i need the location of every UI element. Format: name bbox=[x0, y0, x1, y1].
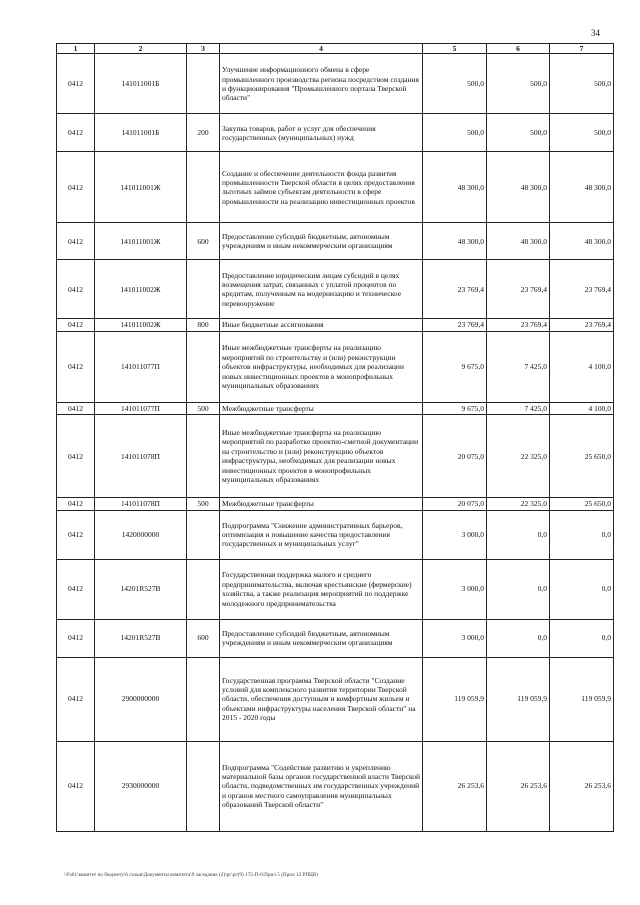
amount-col5: 20 075,0 bbox=[423, 415, 487, 498]
table-row bbox=[57, 498, 614, 510]
amount-col6: 0,0 bbox=[487, 559, 550, 619]
target-article-code: 14201R527B bbox=[95, 559, 187, 619]
amount-col6: 48 300,0 bbox=[487, 223, 550, 260]
table-row bbox=[57, 152, 614, 223]
section-code: 0412 bbox=[57, 152, 95, 223]
expense-type-code: 600 bbox=[187, 223, 220, 260]
column-header: 1 bbox=[57, 44, 95, 54]
table-row bbox=[57, 260, 614, 319]
amount-col5: 500,0 bbox=[423, 54, 487, 114]
amount-col5: 26 253,6 bbox=[423, 741, 487, 831]
amount-col6: 7 425,0 bbox=[487, 402, 550, 414]
table-row bbox=[57, 657, 614, 741]
expense-type-code bbox=[187, 510, 220, 559]
expense-type-code bbox=[187, 152, 220, 223]
amount-col7: 26 253,6 bbox=[550, 741, 614, 831]
target-article-code: 141011001Б bbox=[95, 114, 187, 152]
table-row bbox=[57, 223, 614, 260]
amount-col6: 500,0 bbox=[487, 114, 550, 152]
amount-col5: 3 000,0 bbox=[423, 559, 487, 619]
expense-type-code: 800 bbox=[187, 319, 220, 331]
section-code: 0412 bbox=[57, 260, 95, 319]
item-description: Иные бюджетные ассигнования bbox=[220, 319, 423, 331]
expense-type-code bbox=[187, 260, 220, 319]
amount-col5: 48 300,0 bbox=[423, 223, 487, 260]
target-article-code: 2900000000 bbox=[95, 657, 187, 741]
amount-col7: 23 769,4 bbox=[550, 319, 614, 331]
amount-col6: 7 425,0 bbox=[487, 331, 550, 402]
amount-col7: 48 300,0 bbox=[550, 152, 614, 223]
table-row bbox=[57, 114, 614, 152]
expense-type-code bbox=[187, 559, 220, 619]
target-article-code: 141011002Ж bbox=[95, 260, 187, 319]
column-header: 2 bbox=[95, 44, 187, 54]
target-article-code: 141011077П bbox=[95, 331, 187, 402]
expense-type-code: 600 bbox=[187, 619, 220, 657]
amount-col6: 48 300,0 bbox=[487, 152, 550, 223]
target-article-code: 141011001Б bbox=[95, 54, 187, 114]
amount-col6: 500,0 bbox=[487, 54, 550, 114]
amount-col5: 119 059,9 bbox=[423, 657, 487, 741]
section-code: 0412 bbox=[57, 114, 95, 152]
amount-col5: 9 675,0 bbox=[423, 402, 487, 414]
item-description: Улучшение информационного обмена в сфере промышленного производства региона посредством создания и функционирования "Промышленного портала Тверской области" bbox=[220, 54, 423, 114]
expense-type-code bbox=[187, 54, 220, 114]
section-code: 0412 bbox=[57, 223, 95, 260]
header-row bbox=[57, 44, 614, 54]
section-code: 0412 bbox=[57, 559, 95, 619]
scan-edge-top bbox=[0, 0, 640, 2]
amount-col7: 23 769,4 bbox=[550, 260, 614, 319]
amount-col5: 23 769,4 bbox=[423, 260, 487, 319]
section-code: 0412 bbox=[57, 402, 95, 414]
amount-col6: 0,0 bbox=[487, 619, 550, 657]
item-description: Иные межбюджетные трансферты на реализацию мероприятий по разработке проектно-сметной документации на строительство и (или) реконструкцию объектов инфраструктуры, необходимых для реализации новых инвестиционных проектов в монопрофильных муниципальных образованиях bbox=[220, 415, 423, 498]
amount-col7: 500,0 bbox=[550, 114, 614, 152]
target-article-code: 141011078П bbox=[95, 415, 187, 498]
table-row bbox=[57, 402, 614, 414]
section-code: 0412 bbox=[57, 657, 95, 741]
table-row bbox=[57, 331, 614, 402]
item-description: Подпрограмма "Содействие развитию и укреплению материальной базы органов государственной власти Тверской области, подведомственных им государственных учреждений и органов местного самоуправления муниципальных образований Тверской области" bbox=[220, 741, 423, 831]
target-article-code: 14201R527B bbox=[95, 619, 187, 657]
amount-col6: 119 059,9 bbox=[487, 657, 550, 741]
expense-type-code: 500 bbox=[187, 402, 220, 414]
table-row bbox=[57, 319, 614, 331]
item-description: Межбюджетные трансферты bbox=[220, 498, 423, 510]
expense-type-code bbox=[187, 331, 220, 402]
amount-col6: 23 769,4 bbox=[487, 260, 550, 319]
amount-col7: 25 650,0 bbox=[550, 498, 614, 510]
section-code: 0412 bbox=[57, 741, 95, 831]
target-article-code: 141011001Ж bbox=[95, 223, 187, 260]
amount-col7: 500,0 bbox=[550, 54, 614, 114]
item-description: Закупка товаров, работ и услуг для обеспечения государственных (муниципальных) нужд bbox=[220, 114, 423, 152]
amount-col6: 23 769,4 bbox=[487, 319, 550, 331]
page-number: 34 bbox=[591, 28, 600, 38]
target-article-code: 2930000000 bbox=[95, 741, 187, 831]
section-code: 0412 bbox=[57, 619, 95, 657]
column-header: 7 bbox=[550, 44, 614, 54]
amount-col6: 22 325,0 bbox=[487, 498, 550, 510]
amount-col7: 0,0 bbox=[550, 559, 614, 619]
section-code: 0412 bbox=[57, 319, 95, 331]
table-row bbox=[57, 559, 614, 619]
column-header: 4 bbox=[220, 44, 423, 54]
amount-col5: 3 000,0 bbox=[423, 619, 487, 657]
item-description: Межбюджетные трансферты bbox=[220, 402, 423, 414]
table-row bbox=[57, 54, 614, 114]
item-description: Создание и обеспечение деятельности фонда развития промышленности Тверской области в целях предоставления льготных займов субъектам деятельности в сфере промышленности на реализацию инвестиционных проектов bbox=[220, 152, 423, 223]
item-description: Предоставление юридическим лицам субсидий в целях возмещения затрат, связанных с уплатой процентов по кредитам, полученным на модернизацию и техническое перевооружение bbox=[220, 260, 423, 319]
target-article-code: 1420000000 bbox=[95, 510, 187, 559]
section-code: 0412 bbox=[57, 415, 95, 498]
amount-col6: 26 253,6 bbox=[487, 741, 550, 831]
amount-col7: 4 100,0 bbox=[550, 331, 614, 402]
amount-col5: 500,0 bbox=[423, 114, 487, 152]
target-article-code: 141011078П bbox=[95, 498, 187, 510]
item-description: Государственная программа Тверской области "Создание условий для комплексного развития территории Тверской области, обеспечения доступным и комфортным жильем и объектами инфраструктуры населения Тверской области" на 2015 - 2020 годы bbox=[220, 657, 423, 741]
expense-type-code bbox=[187, 741, 220, 831]
amount-col5: 48 300,0 bbox=[423, 152, 487, 223]
amount-col5: 9 675,0 bbox=[423, 331, 487, 402]
target-article-code: 141011002Ж bbox=[95, 319, 187, 331]
item-description: Государственная поддержка малого и среднего предпринимательства, включая крестьянские (фермерские) хозяйства, а также реализация мероприятий по поддержке молодежного предпринимательства bbox=[220, 559, 423, 619]
amount-col7: 119 059,9 bbox=[550, 657, 614, 741]
table-row bbox=[57, 415, 614, 498]
table-row bbox=[57, 619, 614, 657]
amount-col7: 4 100,0 bbox=[550, 402, 614, 414]
section-code: 0412 bbox=[57, 54, 95, 114]
amount-col6: 22 325,0 bbox=[487, 415, 550, 498]
expense-type-code bbox=[187, 657, 220, 741]
amount-col5: 3 000,0 bbox=[423, 510, 487, 559]
column-header: 3 bbox=[187, 44, 220, 54]
scan-edge-bottom bbox=[330, 900, 640, 902]
table-row bbox=[57, 741, 614, 831]
section-code: 0412 bbox=[57, 498, 95, 510]
amount-col7: 48 300,0 bbox=[550, 223, 614, 260]
amount-col6: 0,0 bbox=[487, 510, 550, 559]
amount-col5: 20 075,0 bbox=[423, 498, 487, 510]
item-description: Предоставление субсидий бюджетным, автономным учреждениям и иным некоммерческим организациям bbox=[220, 223, 423, 260]
expense-type-code: 200 bbox=[187, 114, 220, 152]
item-description: Подпрограмма "Снижение административных барьеров, оптимизация и повышение качества предоставления государственных и муниципальных услуг" bbox=[220, 510, 423, 559]
column-header: 5 bbox=[423, 44, 487, 54]
target-article-code: 141011077П bbox=[95, 402, 187, 414]
section-code: 0412 bbox=[57, 331, 95, 402]
amount-col7: 0,0 bbox=[550, 619, 614, 657]
item-description: Предоставление субсидий бюджетным, автономным учреждениям и иным некоммерческим организациям bbox=[220, 619, 423, 657]
item-description: Иные межбюджетные трансферты на реализацию мероприятий по строительству и (или) реконструкции объектов инфраструктуры, необходимых для реализации новых инвестиционных проектов в монопрофильных муниципальных образованиях bbox=[220, 331, 423, 402]
amount-col5: 23 769,4 bbox=[423, 319, 487, 331]
expense-type-code: 500 bbox=[187, 498, 220, 510]
column-header: 6 bbox=[487, 44, 550, 54]
amount-col7: 0,0 bbox=[550, 510, 614, 559]
section-code: 0412 bbox=[57, 510, 95, 559]
target-article-code: 141011001Ж bbox=[95, 152, 187, 223]
footer-file-path: \\Fs01\комитет по бюджету\6 созыв\Документы комитета\9 заседание (2)\рг\рг(9) 172-П-6\Прил 5 (Прил 12 РПЦВ) bbox=[64, 873, 319, 878]
table-row bbox=[57, 510, 614, 559]
budget-table bbox=[56, 43, 614, 832]
amount-col7: 25 650,0 bbox=[550, 415, 614, 498]
expense-type-code bbox=[187, 415, 220, 498]
